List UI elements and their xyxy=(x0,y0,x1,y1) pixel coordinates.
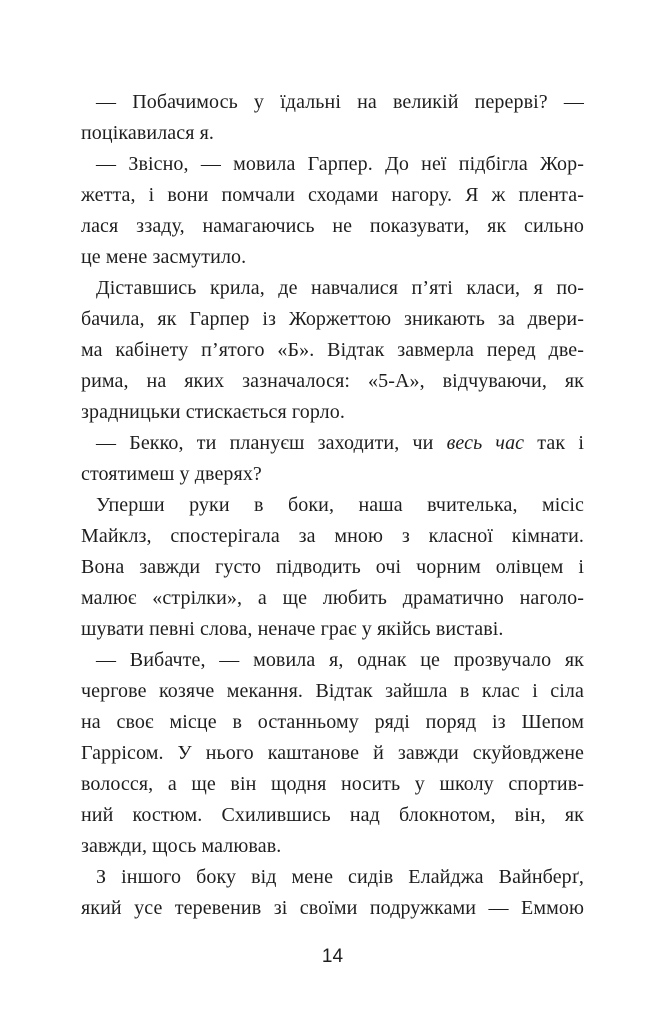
text-segment: Уперши руки в боки, наша вчителька, місіс xyxy=(96,494,584,516)
text-line xyxy=(81,180,584,211)
paragraph xyxy=(81,87,584,149)
text-line xyxy=(81,304,584,335)
text-segment: волосся, а ще він щодня носить у школу спортив- xyxy=(81,773,584,795)
paragraph xyxy=(81,490,584,645)
text-segment: малює «стрілки», а ще любить драматично наголо- xyxy=(81,587,584,609)
text-segment: жетта, і вони помчали сходами нагору. Я ж плента- xyxy=(81,184,584,206)
paragraph xyxy=(81,273,584,428)
text-line xyxy=(81,738,584,769)
text-segment: так і xyxy=(524,432,584,454)
text-segment: який усе теревенив зі своїми подружками — Еммою xyxy=(81,897,584,919)
text-segment: на своє місце в останньому ряді поряд із Шепом xyxy=(81,711,584,733)
text-segment: Гаррісом. У нього каштанове й завжди скуйовджене xyxy=(81,742,584,764)
text-line xyxy=(81,211,584,242)
text-line xyxy=(81,552,584,583)
text-line xyxy=(81,676,584,707)
text-segment: ний костюм. Схилившись над блокнотом, він, як xyxy=(81,804,584,826)
text-segment: Майклз, спостерігала за мною з класної кімнати. xyxy=(81,525,584,547)
paragraph xyxy=(81,428,584,490)
text-line xyxy=(81,490,584,521)
text-line xyxy=(81,893,584,924)
text-line xyxy=(81,242,584,273)
text-line xyxy=(81,397,584,428)
text-segment: Діставшись крила, де навчалися п’яті класи, я по- xyxy=(96,277,584,299)
text-segment: шувати певні слова, неначе грає у якійсь виставі. xyxy=(81,618,504,640)
text-segment: це мене засмутило. xyxy=(81,246,247,268)
text-line xyxy=(81,149,584,180)
text-segment: зрадницьки стискається горло. xyxy=(81,401,345,423)
text-line xyxy=(81,862,584,893)
text-line xyxy=(81,87,584,118)
paragraph xyxy=(81,645,584,862)
text-line xyxy=(81,118,584,149)
text-line xyxy=(81,428,584,459)
text-segment: лася ззаду, намагаючись не показувати, як сильно xyxy=(81,215,584,237)
text-segment: чергове козяче мекання. Відтак зайшла в клас і сіла xyxy=(81,680,584,702)
text-line xyxy=(81,459,584,490)
text-segment: бачила, як Гарпер із Жоржеттою зникають за двери- xyxy=(81,308,584,330)
text-segment: — Вибачте, — мовила я, однак це прозвучало як xyxy=(96,649,584,671)
text-line xyxy=(81,521,584,552)
text-segment: — Звісно, — мовила Гарпер. До неї підбігла Жор- xyxy=(96,153,584,175)
paragraph xyxy=(81,149,584,273)
paragraph xyxy=(81,862,584,924)
text-line xyxy=(81,335,584,366)
text-segment: Вона завжди густо підводить очі чорним олівцем і xyxy=(81,556,584,578)
italic-text: весь час xyxy=(446,432,525,454)
text-line xyxy=(81,273,584,304)
text-segment: — Бекко, ти плануєш заходити, чи xyxy=(96,432,447,454)
text-segment: З іншого боку від мене сидів Елайджа Вайнберґ, xyxy=(96,866,584,888)
text-line xyxy=(81,614,584,645)
text-segment: стоятимеш у дверях? xyxy=(81,463,262,485)
text-line xyxy=(81,769,584,800)
text-line xyxy=(81,800,584,831)
text-line xyxy=(81,583,584,614)
text-segment: ма кабінету п’ятого «Б». Відтак завмерла перед две- xyxy=(81,339,584,361)
page-text xyxy=(81,87,584,924)
text-segment: рима, на яких зазначалося: «5-А», відчуваючи, як xyxy=(81,370,584,392)
text-segment: — Побачимось у їдальні на великій перерві? — xyxy=(96,91,584,113)
text-line xyxy=(81,366,584,397)
page-number: 14 xyxy=(321,946,344,967)
text-segment: поцікавилася я. xyxy=(81,122,215,144)
text-segment: завжди, щось малював. xyxy=(81,835,282,857)
text-line xyxy=(81,831,584,862)
text-line xyxy=(81,645,584,676)
text-line xyxy=(81,707,584,738)
